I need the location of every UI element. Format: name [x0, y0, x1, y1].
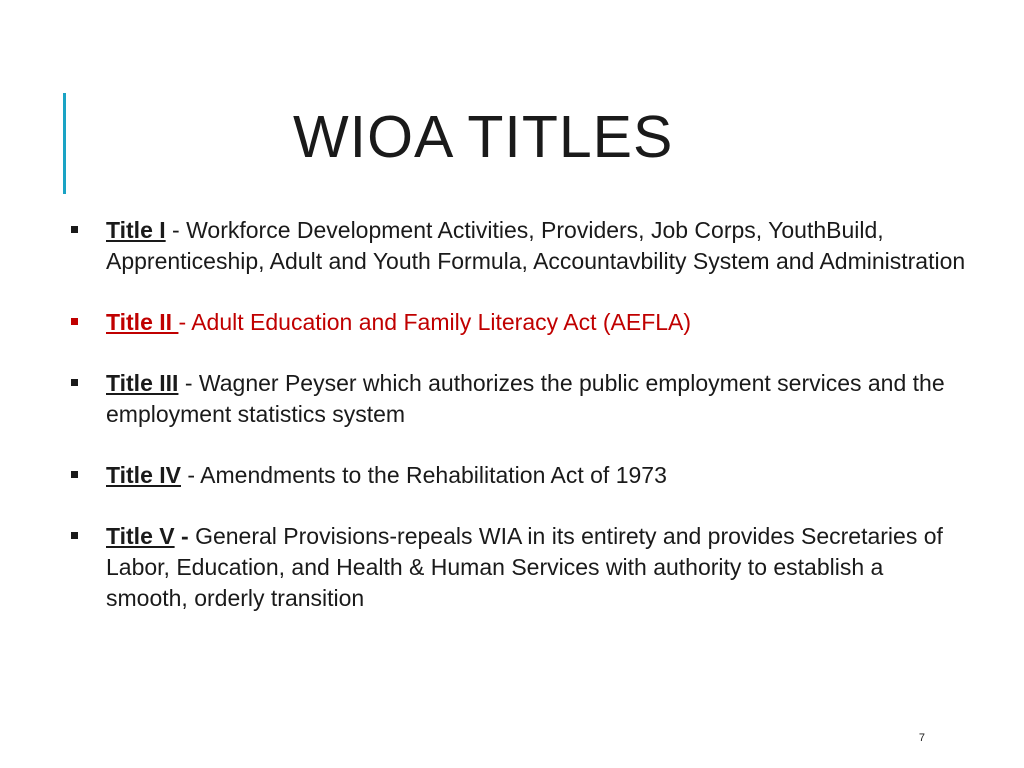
bullet-title-3: [68, 368, 968, 430]
square-bullet-icon: [71, 379, 78, 386]
bullet-label: Title III: [106, 370, 179, 396]
bullet-text: Amendments to the Rehabilitation Act of 1973: [200, 462, 667, 488]
bullet-title-2: [68, 307, 968, 338]
bullet-separator: -: [181, 462, 201, 488]
bullet-label: Title IV: [106, 462, 181, 488]
bullet-separator: -: [178, 309, 192, 335]
bullet-title-4: [68, 460, 968, 491]
bullet-label: Title II: [106, 309, 179, 335]
slide-title: WIOA TITLES: [293, 104, 674, 170]
bullet-label: Title I: [106, 217, 166, 243]
bullet-text: Wagner Peyser which authorizes the public employment services and the employment statistics system: [106, 370, 945, 427]
bullet-text: Workforce Development Activities, Providers, Job Corps, YouthBuild, Apprenticeship, Adult and Youth Formula, Accountavbility System and Administration: [106, 217, 966, 274]
square-bullet-icon: [71, 471, 78, 478]
bullet-label: Title V: [106, 523, 175, 549]
titles-bullet-list: [68, 215, 968, 644]
title-accent-bar: [63, 93, 66, 194]
bullet-separator: -: [174, 523, 196, 549]
bullet-separator: -: [165, 217, 187, 243]
page-number: 7: [918, 732, 925, 744]
bullet-text: General Provisions-repeals WIA in its entirety and provides Secretaries of Labor, Education, and Health & Human Services with authority to establish a smooth, orderly transition: [106, 523, 943, 611]
bullet-text: Adult Education and Family Literacy Act (AEFLA): [191, 309, 692, 335]
square-bullet-icon: [71, 318, 78, 325]
bullet-title-1: [68, 215, 968, 277]
bullet-separator: -: [178, 370, 199, 396]
bullet-title-5: [68, 521, 968, 614]
square-bullet-icon: [71, 226, 78, 233]
square-bullet-icon: [71, 532, 78, 539]
